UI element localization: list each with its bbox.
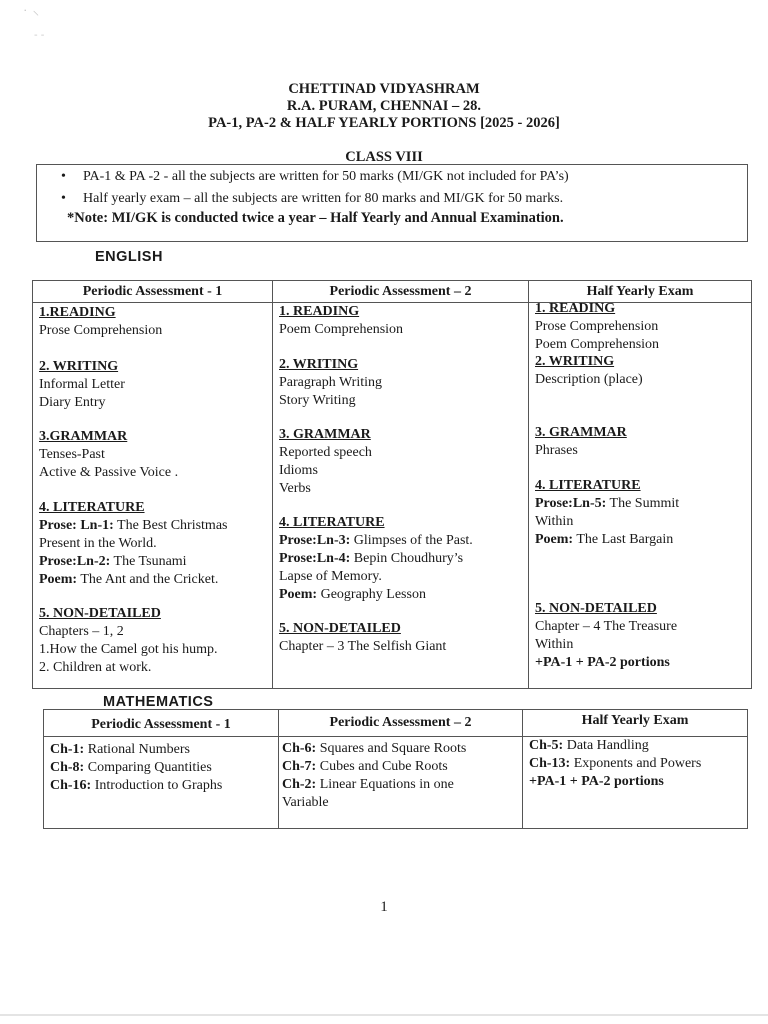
list-item: Present in the World. (39, 536, 157, 551)
column-header: Periodic Assessment – 2 (273, 281, 529, 303)
column-header: Half Yearly Exam (529, 281, 752, 303)
english-pa1-cell (33, 303, 273, 689)
list-item: Ch-7: Cubes and Cube Roots (282, 759, 448, 774)
list-item: Story Writing (279, 393, 356, 408)
list-item: Prose Comprehension (535, 319, 659, 334)
list-item: Phrases (535, 443, 578, 458)
list-item: Ch-6: Squares and Square Roots (282, 741, 467, 756)
bullet-icon: • (61, 191, 66, 206)
english-hy-cell (529, 303, 752, 689)
list-item: Prose Comprehension (39, 323, 163, 338)
notes-box (36, 164, 748, 242)
section-heading: 1. READING (535, 301, 616, 316)
column-header: Half Yearly Exam (523, 710, 748, 737)
list-item: Verbs (279, 481, 311, 496)
section-heading: 4. LITERATURE (535, 478, 641, 493)
mathematics-hy-cell (523, 737, 748, 829)
list-item: Chapter – 3 The Selfish Giant (279, 639, 447, 654)
column-header: Periodic Assessment - 1 (44, 710, 279, 737)
list-item: Within (535, 637, 574, 652)
document-title: PA-1, PA-2 & HALF YEARLY PORTIONS [2025 - 2026] (208, 115, 560, 131)
section-heading: 2. WRITING (279, 357, 359, 372)
english-table (32, 280, 752, 689)
list-item: Reported speech (279, 445, 372, 460)
column-header: Periodic Assessment – 2 (279, 710, 523, 737)
list-item: Informal Letter (39, 377, 125, 392)
school-address: R.A. PURAM, CHENNAI – 28. (286, 98, 482, 114)
list-item: Prose:Ln-4: Bepin Choudhury’s (279, 551, 464, 566)
list-item: Ch-2: Linear Equations in one (282, 777, 454, 792)
list-item: Poem: Geography Lesson (279, 587, 426, 602)
section-heading: 5. NON-DETAILED (535, 601, 657, 616)
list-item: Active & Passive Voice . (39, 465, 179, 480)
section-heading: 5. NON-DETAILED (39, 606, 161, 621)
column-header: Periodic Assessment - 1 (33, 281, 273, 303)
list-item: Variable (282, 795, 329, 810)
school-name: CHETTINAD VIDYASHRAM (288, 81, 480, 97)
list-item: Poem: The Ant and the Cricket. (39, 572, 219, 587)
mathematics-pa2-cell (279, 737, 523, 829)
list-item: Ch-1: Rational Numbers (50, 742, 190, 757)
section-heading: 3. GRAMMAR (535, 425, 627, 440)
exam-note: *Note: MI/GK is conducted twice a year – Half Yearly and Annual Examination. (67, 210, 564, 226)
list-item: +PA-1 + PA-2 portions (535, 655, 670, 670)
list-item: Poem Comprehension (279, 322, 404, 337)
list-item: Chapter – 4 The Treasure (535, 619, 678, 634)
list-item: Tenses-Past (39, 447, 105, 462)
section-heading: 4. LITERATURE (39, 500, 145, 515)
list-item: Ch-8: Comparing Quantities (50, 760, 212, 775)
bullet-icon: • (61, 169, 66, 184)
section-heading: 2. WRITING (535, 354, 615, 369)
list-item: Prose:Ln-2: The Tsunami (39, 554, 187, 569)
english-pa2-cell (273, 303, 529, 689)
list-item: 1.How the Camel got his hump. (39, 642, 218, 657)
list-item: Lapse of Memory. (279, 569, 382, 584)
list-item: Within (535, 514, 574, 529)
list-item: Ch-5: Data Handling (529, 738, 649, 753)
section-heading: 3. GRAMMAR (279, 427, 371, 442)
list-item: Description (place) (535, 372, 643, 387)
section-heading: 1. READING (279, 304, 360, 319)
note-bullet-1: • PA-1 & PA -2 - all the subjects are written for 50 marks (MI/GK not included for PA’s) (61, 169, 569, 184)
list-item: Idioms (279, 463, 318, 478)
page-number: 1 (380, 899, 388, 915)
list-item: Diary Entry (39, 395, 106, 410)
list-item: Chapters – 1, 2 (39, 624, 124, 639)
scan-speck: - - (34, 30, 45, 41)
mathematics-heading: MATHEMATICS (103, 694, 214, 710)
section-heading: 2. WRITING (39, 359, 119, 374)
section-heading: 4. LITERATURE (279, 515, 385, 530)
list-item: Ch-16: Introduction to Graphs (50, 778, 223, 793)
mathematics-table (43, 709, 748, 829)
section-heading: 3.GRAMMAR (39, 429, 128, 444)
list-item: +PA-1 + PA-2 portions (529, 774, 664, 789)
list-item: Prose:Ln-5: The Summit (535, 496, 680, 511)
list-item: Poem Comprehension (535, 337, 660, 352)
class-title: CLASS VIII (345, 149, 423, 165)
scan-edge-divider (0, 1014, 768, 1016)
mathematics-content-row (44, 737, 748, 829)
section-heading: 5. NON-DETAILED (279, 621, 401, 636)
list-item: Prose:Ln-3: Glimpses of the Past. (279, 533, 473, 548)
section-heading: 1.READING (39, 305, 116, 320)
list-item: 2. Children at work. (39, 660, 152, 675)
list-item: Prose: Ln-1: The Best Christmas (39, 518, 228, 533)
mathematics-pa1-cell (44, 737, 279, 829)
list-item: Poem: The Last Bargain (535, 532, 674, 547)
note-bullet-2: • Half yearly exam – all the subjects are written for 80 marks and MI/GK for 50 marks. (61, 191, 564, 206)
list-item: Paragraph Writing (279, 375, 382, 390)
scan-speck: ˙ ⸌ (22, 9, 40, 24)
list-item: Ch-13: Exponents and Powers (529, 756, 702, 771)
mathematics-header-row (44, 710, 748, 737)
english-content-row (33, 303, 752, 689)
english-heading: ENGLISH (95, 249, 163, 265)
